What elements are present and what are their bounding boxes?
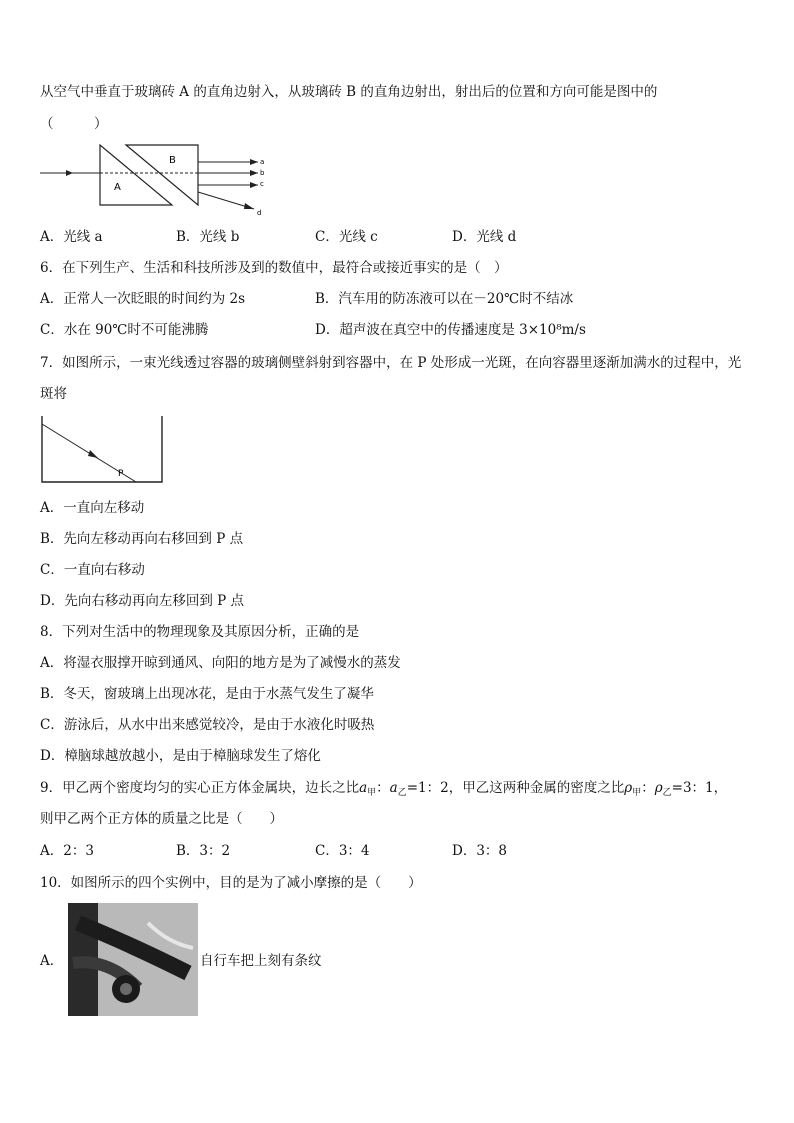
q7-option-d[interactable]: D．先向右移动再向左移回到 P 点 (40, 593, 244, 609)
q6-option-b[interactable]: B．汽车用的防冻液可以在－20℃时不结冰 (315, 291, 574, 307)
q9-option-c[interactable]: C．3：4 (315, 843, 370, 859)
bicycle-handlebar-photo (68, 903, 198, 1016)
q9-stem-line1 (40, 778, 727, 800)
q9-ratio-2: =3：1， (671, 780, 728, 796)
label-ray-c: c (260, 180, 264, 188)
q9-stem-line2: 则甲乙两个正方体的质量之比是（ ） (40, 811, 283, 827)
ray-b-arrow (250, 170, 258, 176)
q6-option-d[interactable]: D．超声波在真空中的传播速度是 3×10⁸m/s (315, 322, 586, 338)
q9-option-a[interactable]: A．2：3 (40, 843, 94, 859)
q5-option-b[interactable]: B．光线 b (176, 229, 240, 245)
q9-ratio-1: =1：2，甲乙这两种金属的密度之比 (406, 780, 625, 796)
rho-symbol-2: ρ (654, 780, 663, 796)
q7-ray-arrow (88, 450, 98, 458)
q6-option-c[interactable]: C．水在 90℃时不可能沸腾 (40, 322, 209, 338)
q9-option-b[interactable]: B．3：2 (176, 843, 231, 859)
label-ray-b: b (260, 169, 265, 177)
q8-option-c[interactable]: C．游泳后，从水中出来感觉较冷，是由于水液化时吸热 (40, 717, 375, 733)
label-p: P (118, 469, 124, 479)
sub-jia-2: 甲 (632, 788, 642, 798)
q10-option-a-caption: 自行车把上刻有条纹 (200, 953, 322, 969)
q8-option-a[interactable]: A．将湿衣服撑开晾到通风、向阳的地方是为了减慢水的蒸发 (40, 655, 401, 671)
container-walls (42, 416, 162, 482)
q8-option-d[interactable]: D．樟脑球越放越小，是由于樟脑球发生了熔化 (40, 748, 321, 764)
incident-ray-arrow (66, 170, 73, 176)
q5-prism-diagram (36, 140, 276, 220)
ray-d-arrow (244, 203, 254, 209)
colon-1: ： (376, 780, 390, 796)
rho-symbol-1: ρ (624, 780, 633, 796)
q7-option-b[interactable]: B．先向左移动再向右移回到 P 点 (40, 531, 244, 547)
q7-option-a[interactable]: A．一直向左移动 (40, 500, 145, 516)
ray-a-arrow (250, 159, 258, 165)
label-ray-d: d (257, 209, 262, 217)
q8-stem: 8．下列对生活中的物理现象及其原因分析，正确的是 (40, 624, 360, 640)
q7-stem-line1: 7．如图所示，一束光线透过容器的玻璃侧壁斜射到容器中，在 P 处形成一光斑，在向容器里逐渐加满水的过程中，光 (40, 355, 742, 371)
q5-option-c[interactable]: C．光线 c (315, 229, 378, 245)
q10-option-a-label[interactable]: A． (40, 953, 64, 969)
q5-stem: 从空气中垂直于玻璃砖 A 的直角边射入，从玻璃砖 B 的直角边射出，射出后的位置和方向可能是图中的 (40, 84, 658, 100)
q5-option-d[interactable]: D．光线 d (452, 229, 517, 245)
a-symbol-2: a (389, 780, 398, 796)
q8-option-b[interactable]: B．冬天，窗玻璃上出现冰花，是由于水蒸气发生了凝华 (40, 686, 374, 702)
handlebar-photo-drawing (68, 903, 198, 1016)
q5-answer-paren: （ ） (40, 116, 108, 132)
sub-jia-1: 甲 (367, 788, 377, 798)
q7-stem-line2: 斑将 (40, 386, 67, 402)
q5-option-a[interactable]: A．光线 a (40, 229, 103, 245)
q10-stem: 10．如图所示的四个实例中，目的是为了减小摩擦的是（ ） (40, 875, 422, 891)
label-a: A (114, 182, 121, 193)
sub-yi-2: 乙 (662, 788, 672, 798)
ray-c-arrow (250, 182, 258, 188)
q6-stem: 6．在下列生产、生活和科技所涉及到的数值中，最符合或接近事实的是（ ） (40, 260, 508, 276)
label-ray-a: a (260, 158, 265, 166)
colon-2: ： (641, 780, 655, 796)
sub-yi-1: 乙 (397, 788, 407, 798)
q6-option-a[interactable]: A．正常人一次眨眼的时间约为 2s (40, 291, 246, 307)
q9-option-d[interactable]: D．3：8 (452, 843, 508, 859)
q9-stem-pre: 9．甲乙两个密度均匀的实心正方体金属块，边长之比 (40, 780, 360, 796)
a-symbol-1: a (359, 780, 368, 796)
q7-option-c[interactable]: C．一直向右移动 (40, 562, 145, 578)
label-b: B (169, 155, 176, 166)
q7-container-diagram (38, 414, 168, 486)
